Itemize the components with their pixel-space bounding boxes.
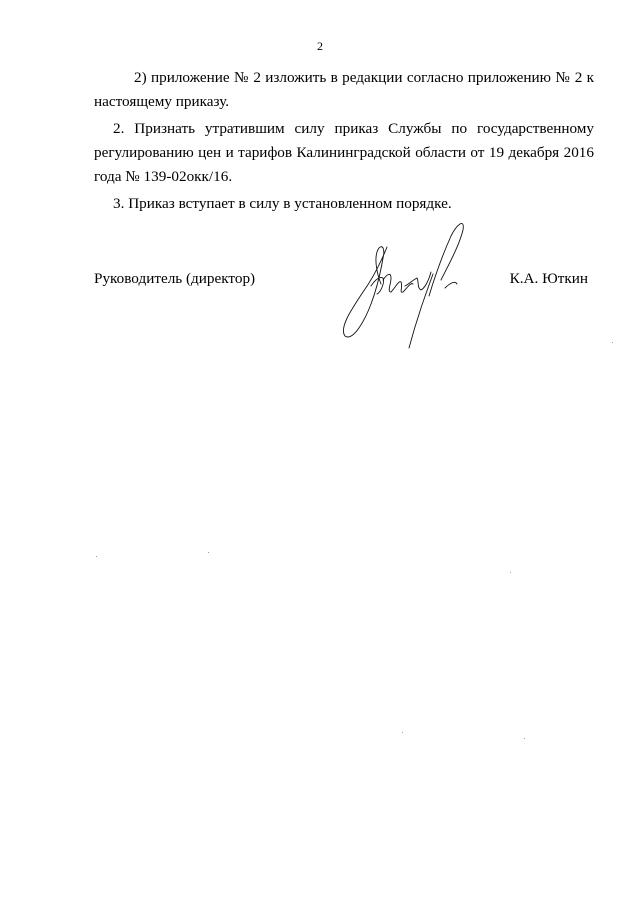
page-number: 2 — [317, 39, 323, 53]
scan-speck — [208, 552, 209, 553]
scan-speck — [612, 342, 613, 343]
paragraph-effective-date: 3. Приказ вступает в силу в установленном порядке. — [113, 195, 452, 212]
scan-speck — [524, 738, 525, 739]
handwritten-signature — [325, 200, 475, 350]
signer-name: К.А. Юткин — [509, 270, 588, 287]
scan-speck — [510, 572, 511, 573]
scan-speck — [96, 556, 97, 557]
signer-title: Руководитель (директор) — [94, 270, 256, 287]
scan-speck — [402, 732, 403, 733]
paragraph-repeal-order: 2. Признать утратившим силу приказ Службы по государственному регулированию цен и тарифов Калининградской области от 19 декабря 2016 года № 139-02окк/16. — [94, 120, 594, 185]
paragraph-appendix-2: 2) приложение № 2 изложить в редакции согласно приложению № 2 к настоящему приказу. — [94, 69, 594, 110]
